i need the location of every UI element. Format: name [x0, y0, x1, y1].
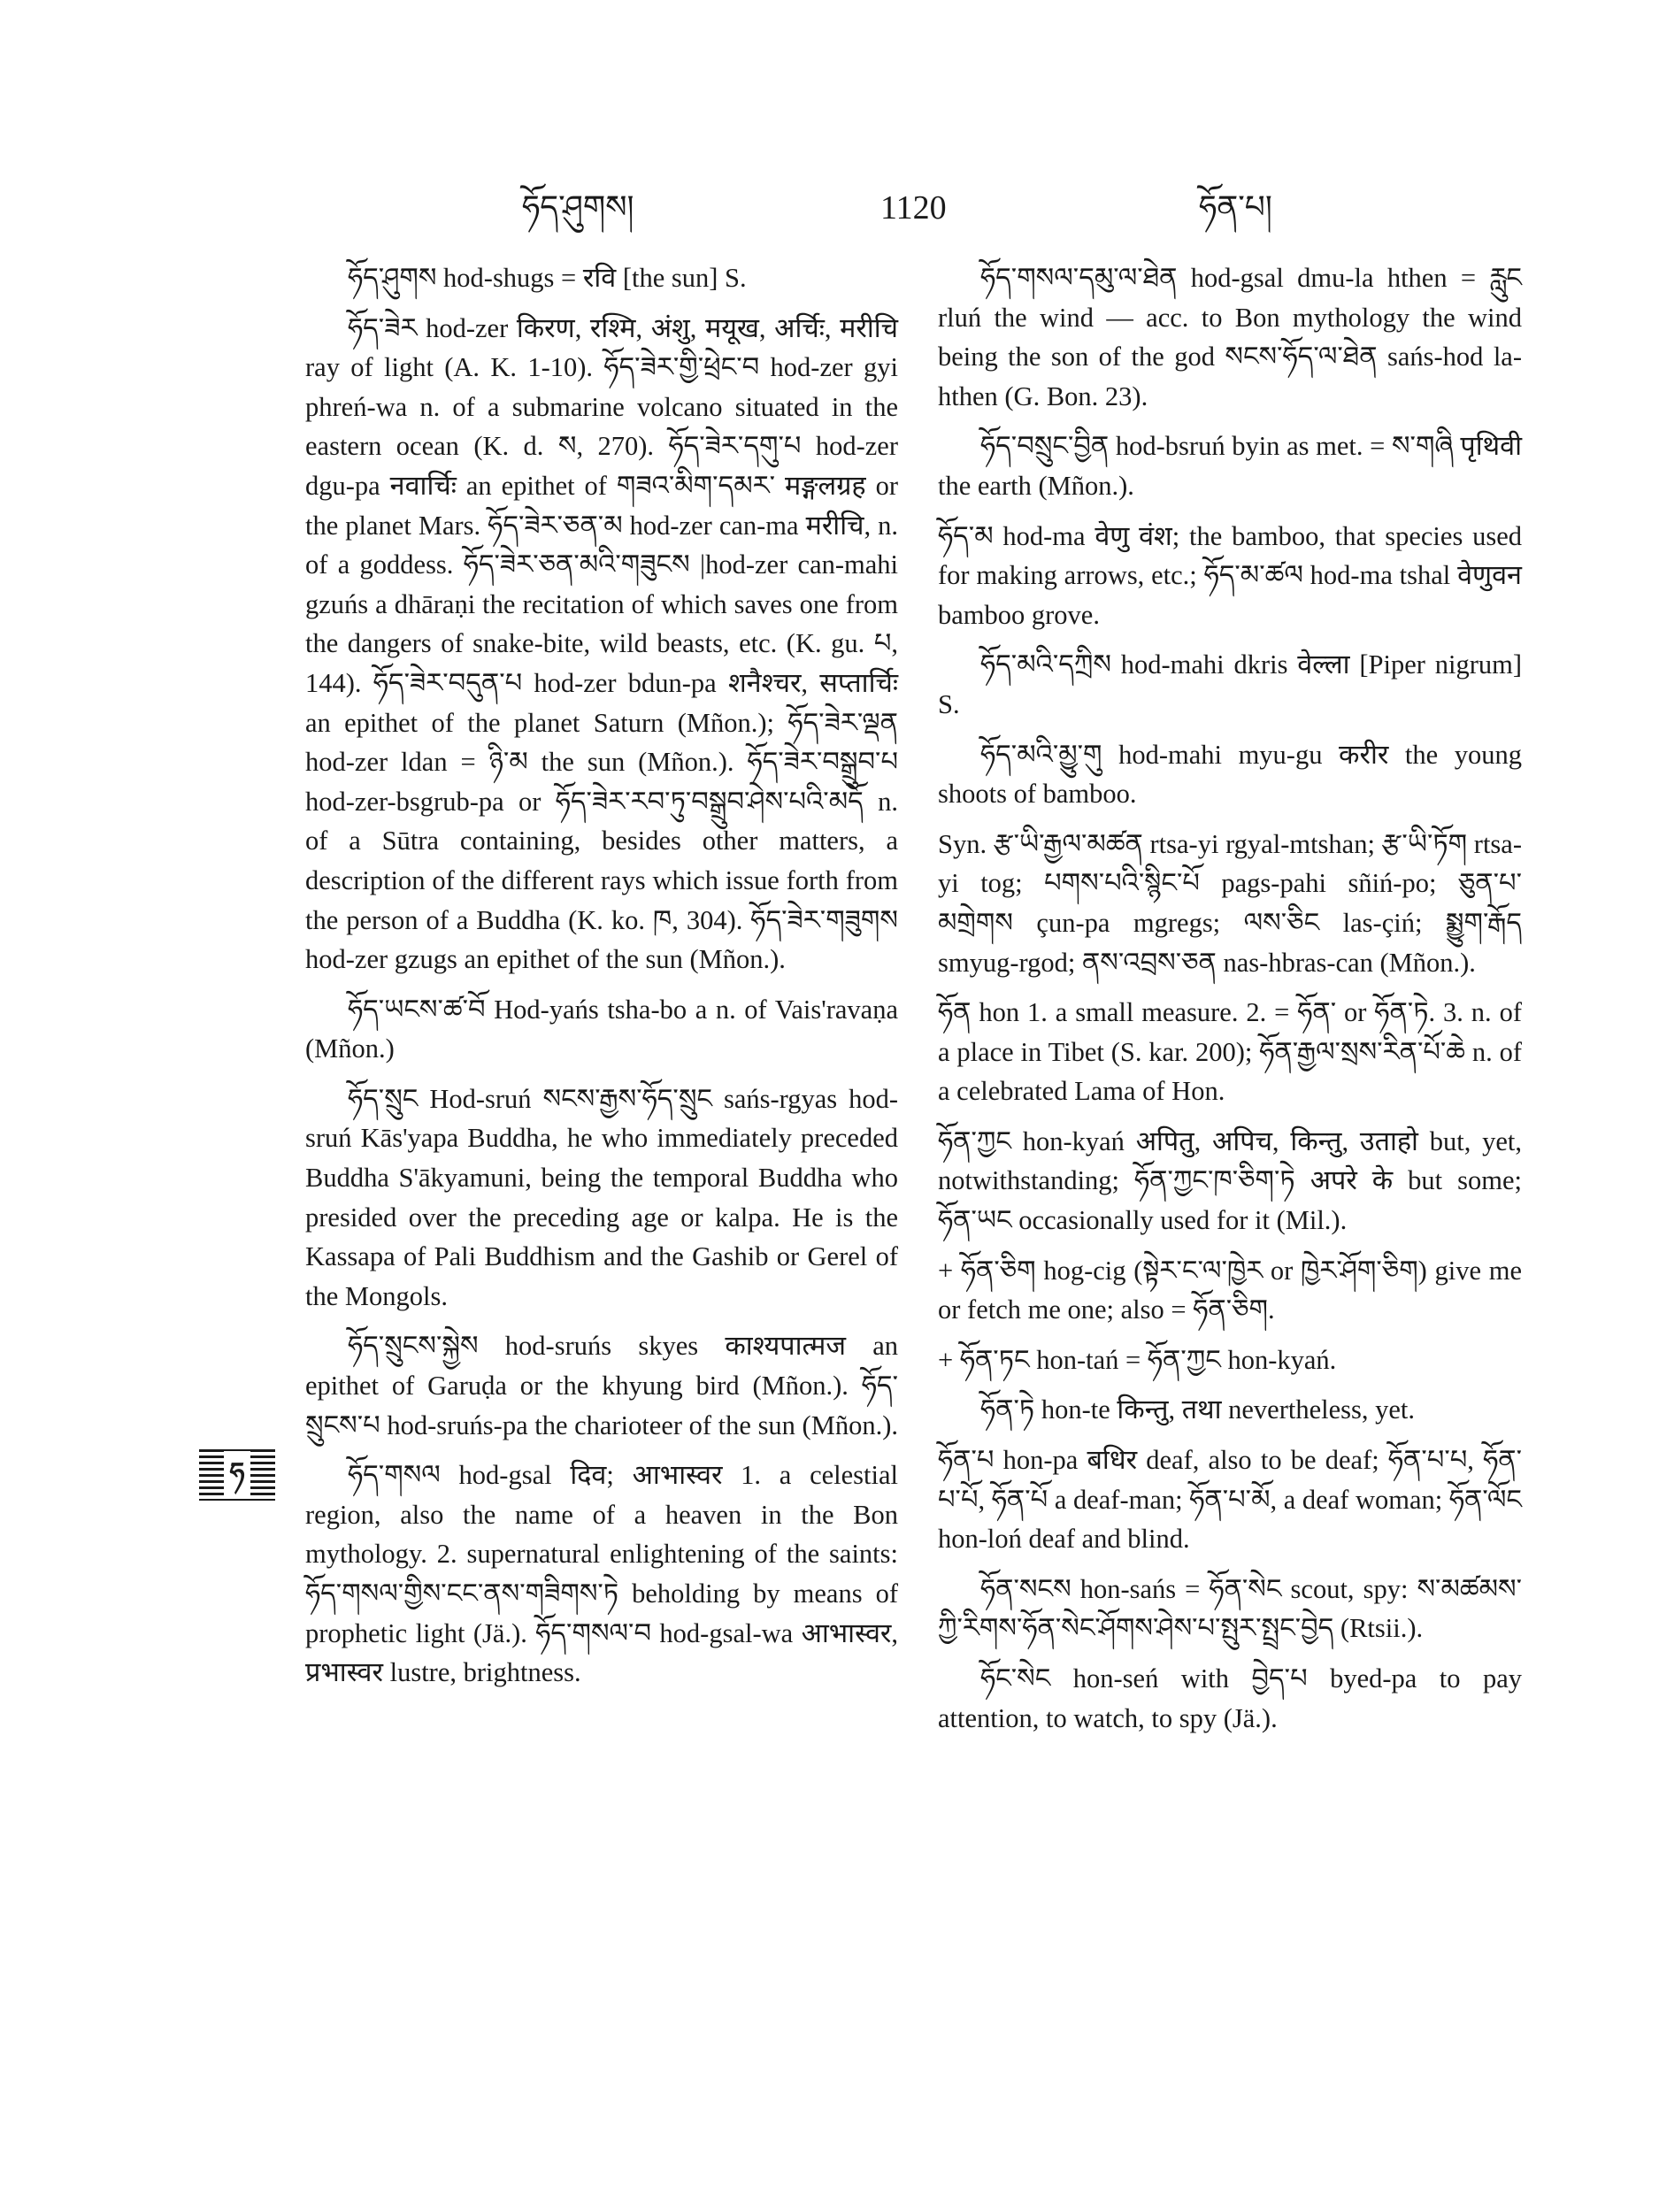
- dictionary-entry: ཧོན་ཀྱང hon-kyań अपितु, अपिच, किन्तु, उताहो but, yet, notwithstanding; ཧོན་ཀྱང་ཁ་ཅིག་ཏེ अपरे के but some; ཧོན་ཡང occasionally used for it (Mil.).: [938, 1125, 1522, 1236]
- dictionary-entry: ཧོན་ཏེ hon-te किन्तु, तथा nevertheless, yet.: [980, 1394, 1416, 1425]
- left-column: [305, 258, 898, 1703]
- dictionary-entry: ཧོན་སངས hon-sańs = ཧོན་སེང scout, spy: ས་མཚམས་ཀྱི་རིགས་ཧོན་སེང་ཤོགས་ཤེས་པ་སྤུར་སྤྲང་བྱེད (Rtsii.).: [938, 1573, 1522, 1644]
- page-number: 1120: [880, 189, 947, 227]
- header-right-headword: ཧོན་པ།: [1199, 189, 1272, 226]
- dictionary-entry: + ཧོན་ཏང hon-tań = ཧོན་ཀྱང hon-kyań.: [938, 1344, 1337, 1375]
- dictionary-entry: ཧོད་གསལ་དམུ་ལ་ཐེན hod-gsal dmu-la hthen = རླུང rluń the wind — acc. to Bon mythology the wind being the son of the god སངས་ཧོད་ལ་ཐེན sańs-hod la-hthen (G. Bon. 23).: [938, 263, 1522, 411]
- dictionary-entry: ཧོད་མའི་དཀྲིས hod-mahi dkris वेल्ला [Piper nigrum] S.: [938, 649, 1522, 719]
- dictionary-entry: ཧོད་ཟེར hod-zer किरण, रश्मि, अंशु, मयूख, अर्चिः, मरीचि ray of light (A. K. 1-10). ཧོད་ཟེར་གྱི་ཕྲེང་བ hod-zer gyi phreń-wa n. of a submarine volcano situated in the eastern ocean (K. d. ས, 270). ཧོད་ཟེར་དགུ་པ hod-zer dgu-pa नवार्चिः an epithet of གཟའ་མིག་དམར་ मङ्गलग्रह or the planet Mars. ཧོད་ཟེར་ཅན་མ hod-zer can-ma मरीचि, n. of a goddess. ཧོད་ཟེར་ཅན་མའི་གཟུངས |hod-zer can-mahi gzuńs a dhāraṇi the recitation of which saves one from the dangers of snake-bite, wild beasts, etc. (K. gu. པ, 144). ཧོད་ཟེར་བདུན་པ hod-zer bdun-pa शनैश्चर, सप्तार्चिः an epithet of the planet Saturn (Mñon.); ཧོད་ཟེར་ལྡན hod-zer ldan = ཉི་མ the sun (Mñon.). ཧོད་ཟེར་བསྒྲུབ་པ hod-zer-bsgrub-pa or ཧོད་ཟེར་རབ་ཏུ་བསྒྲུབ་ཤེས་པའི་མདོ n. of a Sūtra containing, besides other matters, a description of the different rays which issue forth from the person of a Buddha (K. ko. ཁ, 304). ཧོད་ཟེར་གཟུགས hod-zer gzugs an epithet of the sun (Mñon.).: [305, 312, 898, 975]
- margin-mark-glyph: ཧ: [224, 1451, 250, 1495]
- dictionary-entry: ཧོད་སྲུངས་སྐྱེས hod-sruńs skyes काश्यपात्मज an epithet of Garuḍa or the khyung bird (Mñon.). ཧོད་སྲུངས་པ hod-sruńs-pa the charioteer of the sun (Mñon.).: [305, 1331, 898, 1440]
- dictionary-entry: Syn. རྩ་ཡི་རྒྱལ་མཚན rtsa-yi rgyal-mtshan; རྩ་ཡི་ཏོག rtsa-yi tog; པགས་པའི་སྙིང་པོ pags-pahi sñiń-po; ཅུན་པ་མགྲེགས çun-pa mgregs; ལས་ཅིང las-çiń; སྨྱུག་རྒོད smyug-rgod; ནས་འབྲས་ཅན nas-hbras-can (Mñon.).: [938, 828, 1522, 978]
- dictionary-entry: ཧོད་ཡངས་ཚ་བོ Hod-yańs tsha-bo a n. of Vais'ravaṇa (Mñon.): [305, 994, 898, 1064]
- dictionary-entry: ཧོད་བསྲུང་བྱིན hod-bsruń byin as met. = ས་གཞི पृथिवी the earth (Mñon.).: [938, 431, 1522, 501]
- dictionary-entry: + ཧོན་ཅིག hog-cig (སྟེར་ང་ལ་ཁྱེར or ཁྱེར་ཤོག་ཅིག) give me or fetch me one; also = ཧོན་ཅིག.: [938, 1255, 1522, 1325]
- dictionary-entry: ཧོན་པ hon-pa बधिर deaf, also to be deaf; ཧོན་པ་པ, ཧོན་པ་པོ, ཧོན་པོ a deaf-man; ཧོན་པ་མོ, a deaf woman; ཧོན་ལོང hon-loń deaf and blind.: [938, 1445, 1522, 1555]
- dictionary-entry: ཧོད་གསལ hod-gsal दिव; आभास्वर 1. a celestial region, also the name of a heaven in the Bon mythology. 2. supernatural enlightening of the saints: ཧོད་གསལ་གྱིས་ངང་ནས་གཟིགས་ཏེ beholding by means of prophetic light (Jä.). ཧོད་གསལ་བ hod-gsal-wa आभास्वर, प्रभास्वर lustre, brightness.: [305, 1460, 898, 1688]
- right-column: [938, 258, 1522, 1748]
- dictionary-entry: ཧོང་སེང hon-seń with བྱེད་པ byed-pa to pay attention, to watch, to spy (Jä.).: [938, 1663, 1522, 1733]
- dictionary-entry: ཧོད་མའི་མྱུ་གུ hod-mahi myu-gu करीर the young shoots of bamboo.: [938, 739, 1522, 810]
- dictionary-entry: ཧོད་སྲུང Hod-sruń སངས་རྒྱས་ཧོད་སྲུང sańs-rgyas hod-sruń Kās'yapa Buddha, he who immediately preceded Buddha S'ākyamuni, being the temporal Buddha who presided over the preceding age or kalpa. He is the Kassapa of Pali Buddhism and the Gashib or Gerel of the Mongols.: [305, 1083, 898, 1311]
- margin-section-mark: [199, 1449, 275, 1501]
- dictionary-entry: ཧོད་ཤུགས hod-shugs = रवि [the sun] S.: [348, 263, 747, 293]
- header-left-headword: ཧོད་ཤུགས།: [522, 189, 634, 226]
- dictionary-entry: ཧོད་མ hod-ma वेणु वंश; the bamboo, that species used for making arrows, etc.; ཧོད་མ་ཚལ hod-ma tshal वेणुवन bamboo grove.: [938, 520, 1522, 630]
- dictionary-entry: ཧོན hon 1. a small measure. 2. = ཧོན་ or ཧོན་ཏེ. 3. n. of a place in Tibet (S. kar. 200); ཧོན་རྒྱལ་སྲས་རིན་པོ་ཆེ n. of a celebrated Lama of Hon.: [938, 997, 1522, 1107]
